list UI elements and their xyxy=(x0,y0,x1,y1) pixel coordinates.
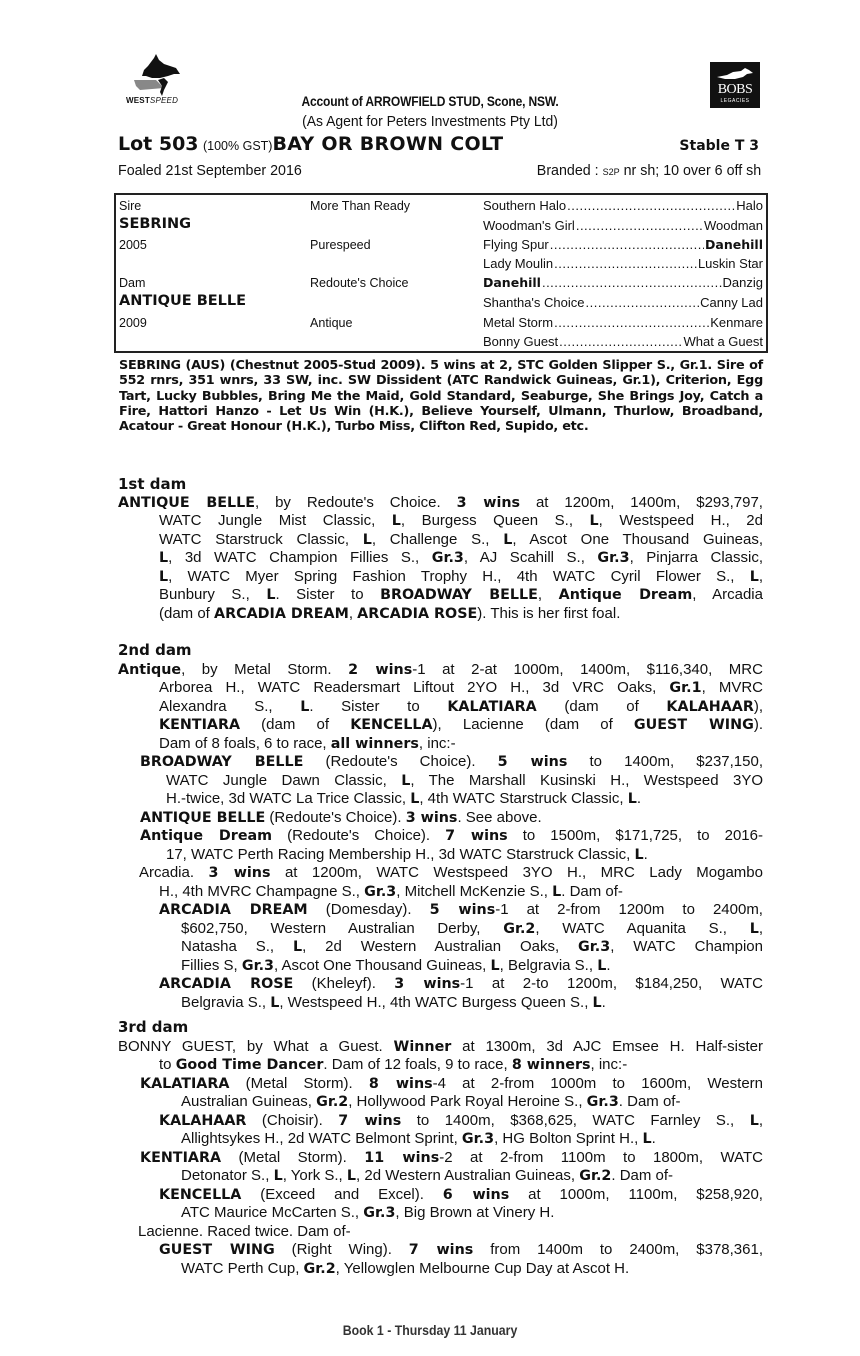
vendor-account: Account of ARROWFIELD STUD, Scone, NSW. xyxy=(301,93,559,109)
second-dam-heading: 2nd dam xyxy=(118,641,192,659)
westspeed-wordmark: WESTSPEED xyxy=(126,96,179,105)
catalogue-line: L, 3d WATC Champion Fillies S., Gr.3, AJ Scahill S., Gr.3, Pinjarra Classic, xyxy=(159,549,763,566)
ancestor-row: Danehill ..... Danzig xyxy=(483,275,763,290)
dam-year: 2009 xyxy=(119,315,147,330)
sire-year: 2005 xyxy=(119,237,147,252)
ancestor-row: Southern Halo ..... Halo xyxy=(483,198,763,213)
ancestor-row: Metal Storm ..... Kenmare xyxy=(483,315,763,330)
catalogue-line: Arborea H., WATC Readersmart Liftout 2YO H., 3d VRC Oaks, Gr.1, MVRC xyxy=(159,679,764,696)
catalogue-line: KALAHAAR (Choisir). 7 wins to 1400m, $368,625, WATC Farnley S., L, xyxy=(159,1112,763,1129)
dam-label: Dam xyxy=(119,275,146,290)
catalogue-line: Dam of 8 foals, 6 to race, all winners, inc:- xyxy=(159,735,456,752)
bobs-subtitle: LEGACIES xyxy=(720,98,750,104)
catalogue-line: (dam of ARCADIA DREAM, ARCADIA ROSE). This is her first foal. xyxy=(159,605,621,622)
catalogue-line: KALATIARA (Metal Storm). 8 wins-4 at 2-from 1000m to 1600m, Western xyxy=(140,1075,763,1092)
catalogue-line: WATC Jungle Dawn Classic, L, The Marshall Kusinski H., Westspeed 3YO xyxy=(166,772,763,789)
catalogue-line: Antique, by Metal Storm. 2 wins-1 at 2-at 1000m, 1400m, $116,340, MRC xyxy=(118,661,763,678)
catalogue-line: Detonator S., L, York S., L, 2d Western Australian Guineas, Gr.2. Dam of- xyxy=(181,1167,674,1184)
ancestor-row: Woodman's Girl ..... Woodman xyxy=(483,218,763,233)
bobs-wordmark: BOBS xyxy=(717,82,753,97)
catalogue-line: BROADWAY BELLE (Redoute's Choice). 5 wins to 1400m, $237,150, xyxy=(140,753,763,770)
catalogue-line: 17, WATC Perth Racing Membership H., 3d WATC Starstruck Classic, L. xyxy=(166,846,648,863)
catalogue-line: ANTIQUE BELLE (Redoute's Choice). 3 wins. See above. xyxy=(140,809,542,826)
ancestor-row: Shantha's Choice ..... Canny Lad xyxy=(483,295,763,310)
catalogue-line: WATC Perth Cup, Gr.2, Yellowglen Melbourne Cup Day at Ascot H. xyxy=(181,1260,630,1277)
horse-rider-icon xyxy=(126,52,186,96)
vendor-agent: (As Agent for Peters Investments Pty Ltd) xyxy=(302,113,558,130)
third-dam-heading: 3rd dam xyxy=(118,1018,189,1036)
lot-heading xyxy=(118,133,763,159)
catalogue-line: H.-twice, 3d WATC La Trice Classic, L, 4th WATC Starstruck Classic, L. xyxy=(166,790,642,807)
dam-sire: Redoute's Choice xyxy=(310,275,409,290)
catalogue-line: L, WATC Myer Spring Fashion Trophy H., 4th WATC Cyril Flower S., L, xyxy=(159,568,763,585)
catalogue-line: Natasha S., L, 2d Western Australian Oaks, Gr.3, WATC Champion xyxy=(181,938,763,955)
sire-sire: More Than Ready xyxy=(310,198,411,213)
lot-title: BAY OR BROWN COLT xyxy=(272,133,504,155)
racehorse-icon xyxy=(715,65,755,83)
catalogue-line: KENTIARA (Metal Storm). 11 wins-2 at 2-from 1100m to 1800m, WATC xyxy=(140,1149,763,1166)
catalogue-line: WATC Jungle Mist Classic, L, Burgess Queen S., L, Westspeed H., 2d xyxy=(159,512,763,529)
lot-number: Lot 503 xyxy=(118,133,199,155)
catalogue-line: to Good Time Dancer. Dam of 12 foals, 9 to race, 8 winners, inc:- xyxy=(159,1056,628,1073)
catalogue-line: Alexandra S., L. Sister to KALATIARA (dam of KALAHAAR), xyxy=(159,698,764,715)
gst-note: (100% GST) xyxy=(202,139,273,153)
catalogue-line: ARCADIA DREAM (Domesday). 5 wins-1 at 2-from 1200m to 2400m, xyxy=(159,901,763,918)
stable-number: Stable T 3 xyxy=(679,138,759,154)
catalogue-line: KENCELLA (Exceed and Excel). 6 wins at 1000m, 1100m, $258,920, xyxy=(159,1186,763,1203)
brand-description: Branded : S2P nr sh; 10 over 6 off sh xyxy=(536,162,761,179)
pedigree-table xyxy=(114,193,768,353)
sire-dam: Purespeed xyxy=(310,237,371,252)
dam-dam: Antique xyxy=(310,315,353,330)
catalogue-line: ANTIQUE BELLE, by Redoute's Choice. 3 wins at 1200m, 1400m, $293,797, xyxy=(118,494,763,511)
sire-summary: SEBRING (AUS) (Chestnut 2005-Stud 2009). 5 wins at 2, STC Golden Slipper S., Gr.1. Sire of 552 rnrs, 351 wnrs, 33 SW, inc. SW Dissident (ATC Randwick Guineas, Gr.1), Criterion, Egg Tart, Lucky Bubbles, Bring Me the Maid, Gold Standard, Seaburge, She Brings Joy, Catch a Fire, Hattori Hanzo - Let Us Win (H.K.), Believe Yourself, Ulmann, Thurlow, Broadband, Acatour - Great Honour (H.K.), Turbo Miss, Clifton Red, Supido, etc. xyxy=(119,358,763,435)
ancestor-row: Bonny Guest ..... What a Guest xyxy=(483,334,763,349)
sire-name: SEBRING xyxy=(119,216,191,232)
ancestor-row: Lady Moulin ..... Luskin Star xyxy=(483,256,763,271)
catalogue-line: KENTIARA (dam of KENCELLA), Lacienne (dam of GUEST WING). xyxy=(159,716,763,733)
catalogue-line: Belgravia S., L, Westspeed H., 4th WATC Burgess Queen S., L. xyxy=(181,994,606,1011)
catalogue-line: Lacienne. Raced twice. Dam of- xyxy=(138,1223,351,1240)
catalogue-line: BONNY GUEST, by What a Guest. Winner at 1300m, 3d AJC Emsee H. Half-sister xyxy=(118,1038,763,1055)
dam-name: ANTIQUE BELLE xyxy=(119,293,247,309)
catalogue-line: Arcadia. 3 wins at 1200m, WATC Westspeed 3YO H., MRC Lady Mogambo xyxy=(139,864,763,881)
catalogue-line: H., 4th MVRC Champagne S., Gr.3, Mitchell McKenzie S., L. Dam of- xyxy=(159,883,623,900)
catalogue-line: GUEST WING (Right Wing). 7 wins from 1400m to 2400m, $378,361, xyxy=(159,1241,763,1258)
catalogue-line: $602,750, Western Australian Derby, Gr.2, WATC Aquanita S., L, xyxy=(181,920,763,937)
page-footer: Book 1 - Thursday 11 January xyxy=(342,1322,518,1338)
catalogue-line: WATC Starstruck Classic, L, Challenge S., L, Ascot One Thousand Guineas, xyxy=(159,531,764,548)
catalogue-line: Allightsykes H., 2d WATC Belmont Sprint, Gr.3, HG Bolton Sprint H., L. xyxy=(181,1130,656,1147)
catalogue-line: ATC Maurice McCarten S., Gr.3, Big Brown at Vinery H. xyxy=(181,1204,555,1221)
catalogue-line: Antique Dream (Redoute's Choice). 7 wins to 1500m, $171,725, to 2016- xyxy=(140,827,763,844)
catalogue-line: ARCADIA ROSE (Kheleyf). 3 wins-1 at 2-to 1200m, $184,250, WATC xyxy=(159,975,763,992)
foaled-date: Foaled 21st September 2016 xyxy=(118,162,302,179)
sire-label: Sire xyxy=(119,198,142,213)
catalogue-line: Bunbury S., L. Sister to BROADWAY BELLE, Antique Dream, Arcadia xyxy=(159,586,763,603)
catalogue-line: Australian Guineas, Gr.2, Hollywood Park Royal Heroine S., Gr.3. Dam of- xyxy=(181,1093,681,1110)
ancestor-row: Flying Spur ..... Danehill xyxy=(483,237,763,252)
first-dam-heading: 1st dam xyxy=(118,475,187,493)
catalogue-line: Fillies S, Gr.3, Ascot One Thousand Guineas, L, Belgravia S., L. xyxy=(181,957,611,974)
